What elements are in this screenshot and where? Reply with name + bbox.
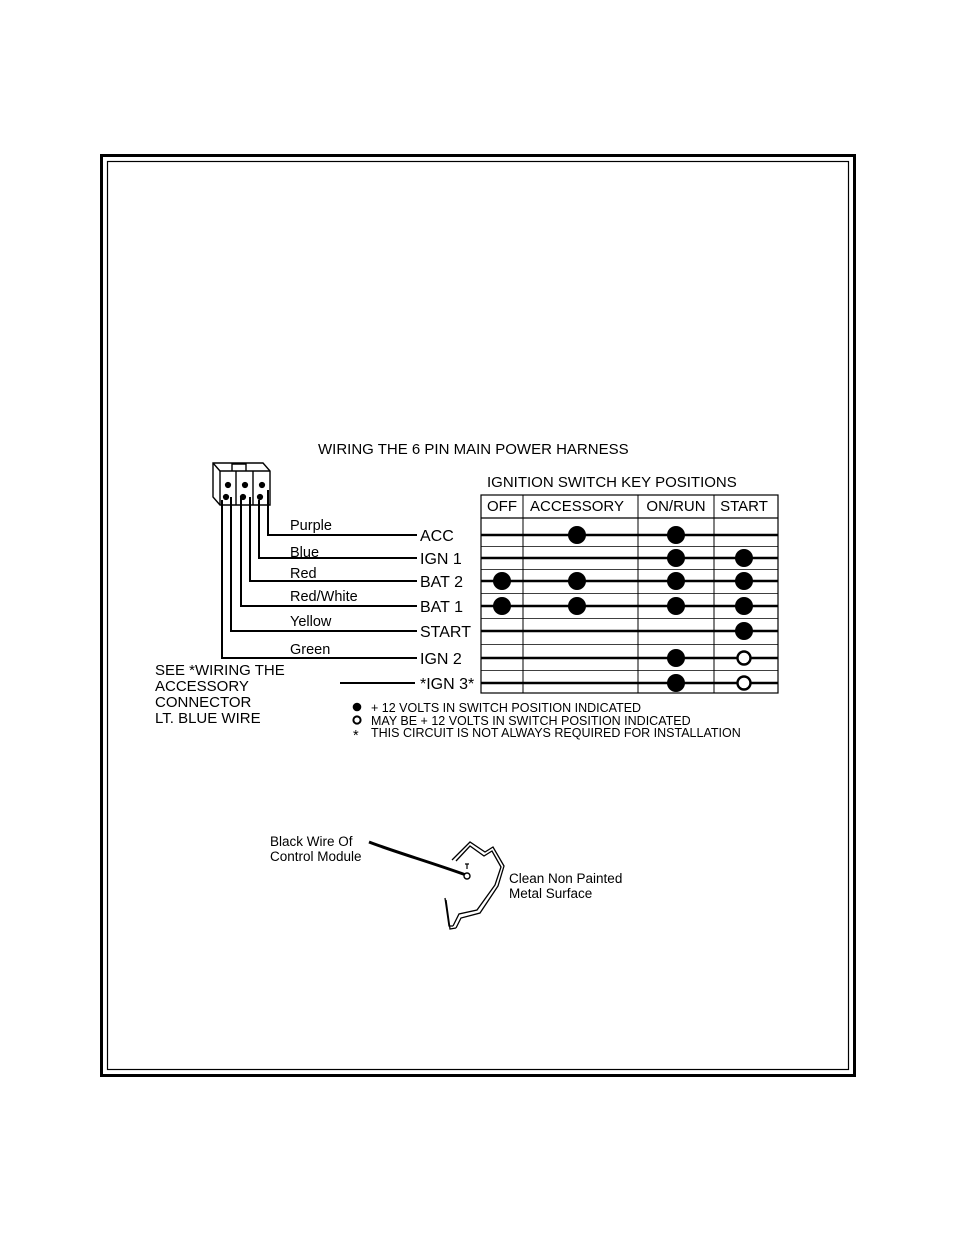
filled-dot-icon [493, 572, 511, 590]
filled-dot-icon [568, 526, 586, 544]
table-column-header: OFF [487, 498, 517, 515]
legend [353, 701, 741, 744]
ground-wire-label: Control Module [270, 849, 362, 864]
wire-color-label: Red/White [290, 589, 358, 605]
asterisk-icon: * [353, 728, 359, 744]
key-position-table [481, 495, 778, 693]
wire-color-label: Yellow [290, 614, 332, 630]
black-ground-wire [369, 842, 466, 875]
side-note-line: LT. BLUE WIRE [155, 710, 261, 727]
filled-dot-icon [493, 597, 511, 615]
outer-frame [102, 156, 855, 1076]
legend-text: THIS CIRCUIT IS NOT ALWAYS REQUIRED FOR INSTALLATION [371, 726, 741, 740]
circuit-labels [420, 528, 474, 693]
filled-dot-icon [735, 622, 753, 640]
wire-labels [290, 518, 358, 658]
wire-red [250, 497, 417, 581]
filled-dot-icon [667, 549, 685, 567]
circuit-label: BAT 1 [420, 599, 463, 616]
open-dot-icon [353, 716, 360, 723]
filled-dot-icon [735, 597, 753, 615]
diagram-title: WIRING THE 6 PIN MAIN POWER HARNESS [318, 441, 629, 458]
filled-dot-icon [735, 572, 753, 590]
wire-blue [259, 500, 417, 558]
filled-dot-icon [667, 674, 685, 692]
legend-text: + 12 VOLTS IN SWITCH POSITION INDICATED [371, 701, 642, 715]
filled-dot-icon [735, 549, 753, 567]
ground-illustration [270, 834, 622, 929]
side-note [155, 662, 285, 727]
circuit-label: ACC [420, 528, 454, 545]
circuit-label: IGN 2 [420, 651, 462, 668]
ground-wire-label: Black Wire Of [270, 834, 353, 849]
table-column-header: ACCESSORY [530, 498, 624, 515]
wire-color-label: Purple [290, 518, 332, 534]
metal-surface-label: Clean Non Painted [509, 871, 623, 886]
filled-dot-icon [353, 703, 362, 712]
wire-color-label: Green [290, 642, 331, 658]
side-note-line: CONNECTOR [155, 694, 252, 711]
filled-dot-icon [568, 572, 586, 590]
legend-text: MAY BE + 12 VOLTS IN SWITCH POSITION INDICATED [371, 714, 691, 728]
table-column-header: ON/RUN [646, 498, 706, 515]
metal-surface-label: Metal Surface [509, 886, 593, 901]
table-column-header: START [720, 498, 768, 515]
filled-dot-icon [667, 649, 685, 667]
side-note-line: ACCESSORY [155, 678, 249, 695]
filled-dot-icon [667, 526, 685, 544]
metal-surface-icon [445, 842, 504, 929]
circuit-label: BAT 2 [420, 574, 463, 591]
table-title: IGNITION SWITCH KEY POSITIONS [487, 474, 737, 491]
filled-dot-icon [667, 572, 685, 590]
circuit-label: START [420, 624, 471, 641]
wire-color-label: Red [290, 566, 317, 582]
filled-dot-icon [667, 597, 685, 615]
ground-screw-icon [464, 873, 470, 879]
open-dot-icon [738, 652, 751, 665]
open-dot-icon [738, 677, 751, 690]
filled-dot-icon [568, 597, 586, 615]
side-note-line: SEE *WIRING THE [155, 662, 285, 679]
circuit-label: IGN 1 [420, 551, 462, 568]
circuit-label: *IGN 3* [420, 676, 475, 693]
inner-frame [108, 162, 849, 1070]
harness-wires [222, 490, 417, 658]
table-border [481, 495, 778, 693]
wire-color-label: Blue [290, 545, 320, 561]
